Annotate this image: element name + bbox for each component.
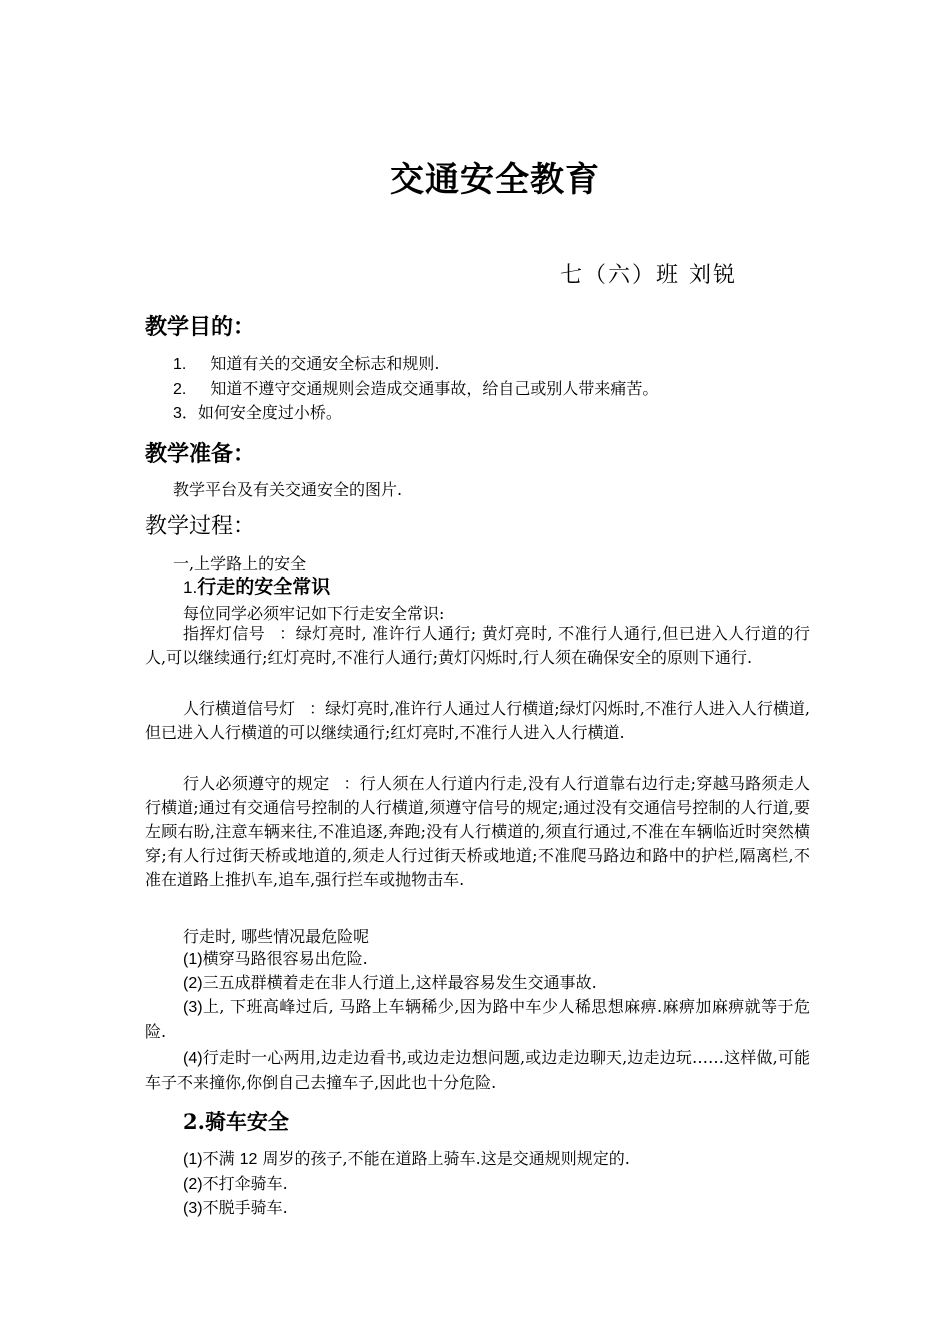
objectives-heading: 教学目的： — [145, 315, 256, 340]
cycling-section-title: 2.骑车安全 — [183, 1109, 289, 1134]
danger-item-3: (3)上, 下班高峰过后, 马路上车辆稀少,因为路中车少人稀思想麻痹.麻痹加麻痹就等于危险. — [145, 997, 810, 1041]
preparation-text: 教学平台及有关交通安全的图片. — [173, 480, 403, 499]
danger-item-2: (2)三五成群横着走在非人行道上,这样最容易发生交通事故. — [183, 973, 597, 992]
objective-item-1: 1. 知道有关的交通安全标志和规则. — [173, 354, 440, 373]
rule-crosswalk-signal: 人行横道信号灯 ：绿灯亮时,准许行人通过人行横道;绿灯闪烁时,不准行人进入人行横道,但已进入人行横道的可以继续通行;红灯亮时,不准行人进入人行横道. — [145, 699, 810, 742]
rule-pedestrian-regulations: 行人必须遵守的规定 ：行人须在人行道内行走,没有人行道靠右边行走;穿越马路须走人行横道;通过有交通信号控制的人行横道,须遵守信号的规定;通过没有交通信号控制的人行道,要左顾右盼,注意车辆来往,不准追逐,奔跑;没有人行横道的,须直行通过,不准在车辆临近时突然横穿;有人行过街天桥或地道的,须走人行过街天桥或地道;不准爬马路边和路中的护栏,隔离栏,不准在道路上推扒车,追车,强行拦车或抛物击车. — [145, 774, 810, 889]
danger-item-4: (4)行走时一心两用,边走边看书,或边走边想问题,或边走边聊天,边走边玩……这样做,可能车子不来撞你,你倒自己去撞车子,因此也十分危险. — [145, 1048, 810, 1092]
danger-question: 行走时, 哪些情况最危险呢 — [183, 927, 370, 946]
cycling-item-2: (2)不打伞骑车. — [183, 1174, 288, 1193]
part1-title: 一,上学路上的安全 — [173, 554, 307, 573]
walking-intro: 每位同学必须牢记如下行走安全常识: — [183, 604, 445, 623]
preparation-heading: 教学准备： — [145, 442, 256, 467]
author-line: 七（六）班 刘锐 — [560, 263, 737, 288]
cycling-item-1: (1)不满 12 周岁的孩子,不能在道路上骑车.这是交通规则规定的. — [183, 1149, 630, 1168]
rule-traffic-light: 指挥灯信号 ：绿灯亮时, 准许行人通行; 黄灯亮时, 不准行人通行,但已进入人行道的行人,可以继续通行;红灯亮时,不准行人通行;黄灯闪烁时,行人须在确保安全的原则下通行. — [145, 624, 810, 667]
danger-item-1: (1)横穿马路很容易出危险. — [183, 949, 368, 968]
process-heading: 教学过程： — [145, 514, 256, 539]
document-title: 交通安全教育 — [390, 160, 600, 200]
cycling-item-3: (3)不脱手骑车. — [183, 1198, 288, 1217]
walking-section-title: 1.行走的安全常识 — [183, 576, 331, 598]
objective-item-3: 3．如何安全度过小桥。 — [173, 403, 342, 422]
objective-item-2: 2. 知道不遵守交通规则会造成交通事故，给自己或别人带来痛苦。 — [173, 379, 659, 398]
